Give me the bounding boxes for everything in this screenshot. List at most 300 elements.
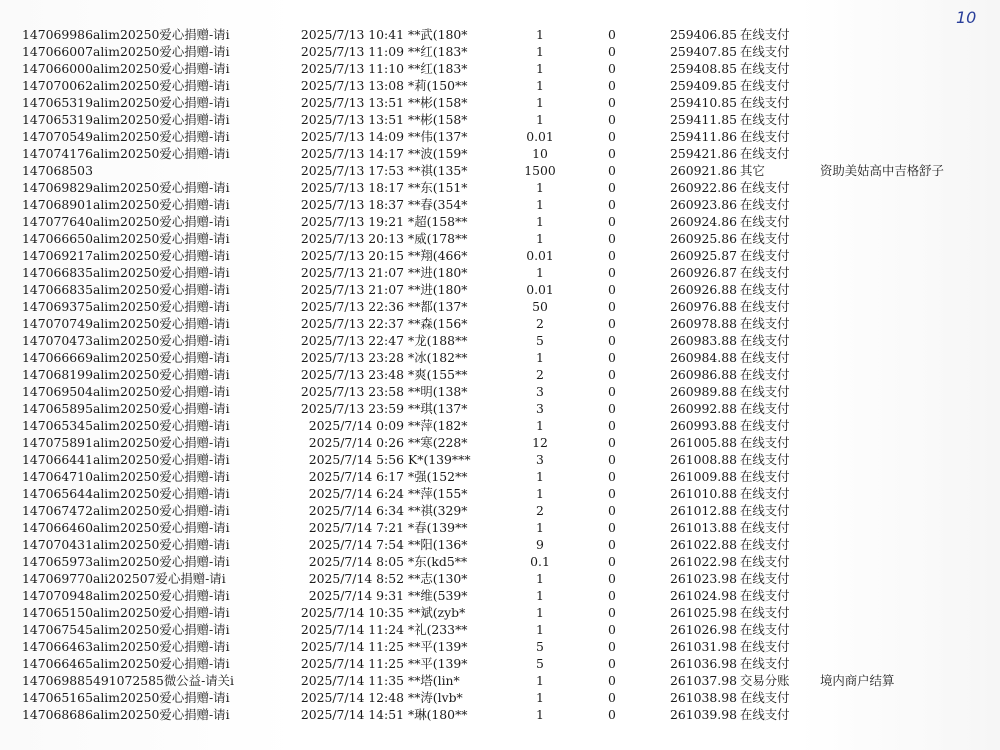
remark-cell [800, 553, 1000, 570]
transaction-id-cell: 147070431alim20250爱心捐赠-请i [22, 537, 230, 552]
table-row [0, 434, 1000, 451]
table-row [0, 570, 1000, 587]
expense-cell: 0 [608, 690, 616, 705]
balance-cell: 261005.88 [669, 435, 737, 450]
balance-cell: 261024.98 [669, 588, 737, 603]
balance-cell: 261023.98 [669, 571, 737, 586]
remark-cell [800, 111, 1000, 128]
table-row [0, 196, 1000, 213]
remark-cell [800, 604, 1000, 621]
expense-cell: 0 [608, 333, 616, 348]
amount-cell: 1 [536, 78, 544, 93]
expense-cell: 0 [608, 588, 616, 603]
expense-cell: 0 [608, 282, 616, 297]
datetime-cell: 2025/7/13 22:36 [300, 299, 404, 314]
payment-type-cell: 交易分账 [740, 673, 790, 688]
datetime-cell: 2025/7/13 13:51 [300, 112, 404, 127]
datetime-cell: 2025/7/14 11:25 [300, 656, 404, 671]
table-row [0, 417, 1000, 434]
table-row [0, 315, 1000, 332]
payment-type-cell: 在线支付 [740, 639, 790, 654]
balance-cell: 260921.86 [669, 163, 737, 178]
remark-cell [800, 43, 1000, 60]
table-row [0, 468, 1000, 485]
expense-cell: 0 [608, 571, 616, 586]
payment-type-cell: 在线支付 [740, 146, 790, 161]
amount-cell: 10 [532, 146, 548, 161]
donor-cell: **进(180* [408, 265, 468, 280]
balance-cell: 259409.85 [669, 78, 737, 93]
datetime-cell: 2025/7/13 23:58 [300, 384, 404, 399]
payment-type-cell: 在线支付 [740, 197, 790, 212]
table-row [0, 349, 1000, 366]
table-row [0, 536, 1000, 553]
datetime-cell: 2025/7/14 9:31 [308, 588, 404, 603]
datetime-cell: 2025/7/14 6:17 [308, 469, 404, 484]
datetime-cell: 2025/7/13 18:37 [300, 197, 404, 212]
amount-cell: 2 [536, 367, 544, 382]
balance-cell: 260992.88 [669, 401, 737, 416]
payment-type-cell: 在线支付 [740, 537, 790, 552]
transaction-id-cell: 147074176alim20250爱心捐赠-请i [22, 146, 230, 161]
datetime-cell: 2025/7/14 0:09 [308, 418, 404, 433]
amount-cell: 3 [536, 384, 544, 399]
donor-cell: *琳(180** [408, 707, 468, 722]
amount-cell: 1 [536, 571, 544, 586]
transaction-id-cell: 147075891alim20250爱心捐赠-请i [22, 435, 230, 450]
amount-cell: 1 [536, 469, 544, 484]
datetime-cell: 2025/7/14 11:24 [300, 622, 404, 637]
payment-type-cell: 在线支付 [740, 367, 790, 382]
table-row [0, 43, 1000, 60]
amount-cell: 1 [536, 27, 544, 42]
table-row [0, 111, 1000, 128]
transaction-id-cell: 147068686alim20250爱心捐赠-请i [22, 707, 230, 722]
table-row [0, 366, 1000, 383]
remark-cell [800, 366, 1000, 383]
table-row [0, 128, 1000, 145]
donor-cell: *强(152** [408, 469, 468, 484]
datetime-cell: 2025/7/14 8:52 [308, 571, 404, 586]
balance-cell: 259411.85 [669, 112, 737, 127]
amount-cell: 0.01 [526, 129, 554, 144]
donor-cell: **彬(158* [408, 112, 468, 127]
remark-cell [800, 332, 1000, 349]
remark-cell [800, 655, 1000, 672]
donor-cell: **涛(lvb* [408, 690, 463, 705]
amount-cell: 1 [536, 690, 544, 705]
transaction-id-cell: 147065150alim20250爱心捐赠-请i [22, 605, 230, 620]
donor-cell: **塔(lin* [408, 673, 460, 688]
payment-type-cell: 在线支付 [740, 571, 790, 586]
balance-cell: 259407.85 [669, 44, 737, 59]
datetime-cell: 2025/7/13 20:13 [300, 231, 404, 246]
table-row [0, 26, 1000, 43]
transaction-id-cell: 147065319alim20250爱心捐赠-请i [22, 95, 230, 110]
amount-cell: 5 [536, 639, 544, 654]
amount-cell: 1500 [524, 163, 556, 178]
table-row [0, 281, 1000, 298]
expense-cell: 0 [608, 231, 616, 246]
transaction-id-cell: 147077640alim20250爱心捐赠-请i [22, 214, 230, 229]
balance-cell: 260923.86 [669, 197, 737, 212]
payment-type-cell: 在线支付 [740, 265, 790, 280]
expense-cell: 0 [608, 129, 616, 144]
amount-cell: 1 [536, 180, 544, 195]
table-row [0, 604, 1000, 621]
transaction-id-cell: 147069217alim20250爱心捐赠-请i [22, 248, 230, 263]
donor-cell: **平(139* [408, 639, 468, 654]
remark-cell [800, 638, 1000, 655]
payment-type-cell: 在线支付 [740, 469, 790, 484]
amount-cell: 1 [536, 95, 544, 110]
table-row [0, 264, 1000, 281]
table-row [0, 638, 1000, 655]
amount-cell: 0.1 [530, 554, 550, 569]
donor-cell: *龙(188** [408, 333, 468, 348]
balance-cell: 259406.85 [669, 27, 737, 42]
expense-cell: 0 [608, 163, 616, 178]
table-row [0, 706, 1000, 723]
donor-cell: **祺(329* [408, 503, 468, 518]
amount-cell: 3 [536, 452, 544, 467]
payment-type-cell: 在线支付 [740, 588, 790, 603]
remark-cell [800, 179, 1000, 196]
datetime-cell: 2025/7/13 13:08 [300, 78, 404, 93]
remark-cell [800, 689, 1000, 706]
payment-type-cell: 在线支付 [740, 690, 790, 705]
expense-cell: 0 [608, 401, 616, 416]
amount-cell: 1 [536, 214, 544, 229]
transaction-id-cell: 147066441alim20250爱心捐赠-请i [22, 452, 230, 467]
handwritten-page-number: 10 [956, 8, 977, 27]
transaction-id-cell: 147070473alim20250爱心捐赠-请i [22, 333, 230, 348]
transaction-id-cell: 147065319alim20250爱心捐赠-请i [22, 112, 230, 127]
donor-cell: **维(539* [408, 588, 468, 603]
balance-cell: 260925.86 [669, 231, 737, 246]
remark-cell [800, 621, 1000, 638]
expense-cell: 0 [608, 78, 616, 93]
balance-cell: 260926.88 [669, 282, 737, 297]
transaction-id-cell: 147070062alim20250爱心捐赠-请i [22, 78, 230, 93]
datetime-cell: 2025/7/13 14:09 [300, 129, 404, 144]
remark-cell [800, 281, 1000, 298]
expense-cell: 0 [608, 503, 616, 518]
balance-cell: 261010.88 [669, 486, 737, 501]
remark-cell [800, 502, 1000, 519]
balance-cell: 260976.88 [669, 299, 737, 314]
expense-cell: 0 [608, 622, 616, 637]
table-row [0, 553, 1000, 570]
datetime-cell: 2025/7/14 7:21 [308, 520, 404, 535]
payment-type-cell: 在线支付 [740, 350, 790, 365]
balance-cell: 261022.98 [669, 554, 737, 569]
transaction-id-cell: 147070549alim20250爱心捐赠-请i [22, 129, 230, 144]
balance-cell: 260984.88 [669, 350, 737, 365]
expense-cell: 0 [608, 197, 616, 212]
expense-cell: 0 [608, 350, 616, 365]
amount-cell: 1 [536, 673, 544, 688]
datetime-cell: 2025/7/13 21:07 [300, 282, 404, 297]
payment-type-cell: 在线支付 [740, 248, 790, 263]
donor-cell: **翔(466* [408, 248, 468, 263]
remark-cell: 境内商户结算 [820, 673, 895, 688]
donor-cell: **红(183* [408, 61, 468, 76]
payment-type-cell: 在线支付 [740, 605, 790, 620]
payment-type-cell: 在线支付 [740, 231, 790, 246]
expense-cell: 0 [608, 435, 616, 450]
datetime-cell: 2025/7/14 0:26 [308, 435, 404, 450]
table-row [0, 400, 1000, 417]
payment-type-cell: 在线支付 [740, 180, 790, 195]
donor-cell: *超(158** [408, 214, 468, 229]
balance-cell: 261026.98 [669, 622, 737, 637]
transaction-id-cell: 147066460alim20250爱心捐赠-请i [22, 520, 230, 535]
table-row [0, 502, 1000, 519]
amount-cell: 12 [532, 435, 548, 450]
expense-cell: 0 [608, 146, 616, 161]
transaction-id-cell: 147065644alim20250爱心捐赠-请i [22, 486, 230, 501]
table-row [0, 689, 1000, 706]
table-row [0, 179, 1000, 196]
payment-type-cell: 在线支付 [740, 452, 790, 467]
transaction-id-cell: 147069986alim20250爱心捐赠-请i [22, 27, 230, 42]
expense-cell: 0 [608, 605, 616, 620]
balance-cell: 259410.85 [669, 95, 737, 110]
expense-cell: 0 [608, 707, 616, 722]
balance-cell: 260922.86 [669, 180, 737, 195]
expense-cell: 0 [608, 112, 616, 127]
remark-cell [800, 349, 1000, 366]
donor-cell: **伟(137* [408, 129, 468, 144]
amount-cell: 1 [536, 486, 544, 501]
payment-type-cell: 在线支付 [740, 299, 790, 314]
balance-cell: 261012.88 [669, 503, 737, 518]
donor-cell: **阳(136* [408, 537, 468, 552]
transaction-id-cell: 147066007alim20250爱心捐赠-请i [22, 44, 230, 59]
amount-cell: 1 [536, 707, 544, 722]
transaction-id-cell: 147065165alim20250爱心捐赠-请i [22, 690, 230, 705]
remark-cell: 资助美姑高中吉格舒子 [820, 163, 944, 178]
payment-type-cell: 在线支付 [740, 384, 790, 399]
remark-cell [800, 519, 1000, 536]
datetime-cell: 2025/7/13 23:28 [300, 350, 404, 365]
datetime-cell: 2025/7/14 11:25 [300, 639, 404, 654]
balance-cell: 259421.86 [669, 146, 737, 161]
balance-cell: 261013.88 [669, 520, 737, 535]
remark-cell [800, 706, 1000, 723]
amount-cell: 1 [536, 231, 544, 246]
amount-cell: 3 [536, 401, 544, 416]
transaction-id-cell: 147068503 [22, 163, 93, 178]
payment-type-cell: 在线支付 [740, 316, 790, 331]
amount-cell: 9 [536, 537, 544, 552]
amount-cell: 5 [536, 333, 544, 348]
payment-type-cell: 在线支付 [740, 435, 790, 450]
remark-cell [800, 264, 1000, 281]
expense-cell: 0 [608, 554, 616, 569]
amount-cell: 1 [536, 520, 544, 535]
remark-cell [800, 247, 1000, 264]
expense-cell: 0 [608, 367, 616, 382]
datetime-cell: 2025/7/13 21:07 [300, 265, 404, 280]
expense-cell: 0 [608, 520, 616, 535]
table-row [0, 655, 1000, 672]
donation-ledger-table [0, 26, 1000, 723]
amount-cell: 1 [536, 112, 544, 127]
table-row [0, 162, 1000, 179]
transaction-id-cell: 147065895alim20250爱心捐赠-请i [22, 401, 230, 416]
remark-cell [800, 417, 1000, 434]
table-row [0, 213, 1000, 230]
transaction-id-cell: 147069770ali202507爱心捐赠-请i [22, 571, 226, 586]
donor-cell: *莉(150** [408, 78, 468, 93]
datetime-cell: 2025/7/13 22:47 [300, 333, 404, 348]
datetime-cell: 2025/7/13 10:41 [300, 27, 404, 42]
datetime-cell: 2025/7/14 11:35 [300, 673, 404, 688]
transaction-id-cell: 147064710alim20250爱心捐赠-请i [22, 469, 230, 484]
remark-cell [800, 145, 1000, 162]
amount-cell: 1 [536, 61, 544, 76]
transaction-id-cell: 147066669alim20250爱心捐赠-请i [22, 350, 230, 365]
donor-cell: *东(kd5** [408, 554, 468, 569]
amount-cell: 50 [532, 299, 548, 314]
donor-cell: **萍(182* [408, 418, 468, 433]
datetime-cell: 2025/7/13 18:17 [300, 180, 404, 195]
amount-cell: 1 [536, 588, 544, 603]
datetime-cell: 2025/7/14 8:05 [308, 554, 404, 569]
amount-cell: 2 [536, 503, 544, 518]
donor-cell: **寒(228* [408, 435, 468, 450]
payment-type-cell: 在线支付 [740, 333, 790, 348]
balance-cell: 261022.88 [669, 537, 737, 552]
amount-cell: 1 [536, 197, 544, 212]
payment-type-cell: 在线支付 [740, 61, 790, 76]
donor-cell: *冰(182** [408, 350, 468, 365]
table-row [0, 519, 1000, 536]
donor-cell: **志(130* [408, 571, 468, 586]
transaction-id-cell: 147065973alim20250爱心捐赠-请i [22, 554, 230, 569]
donor-cell: **红(183* [408, 44, 468, 59]
expense-cell: 0 [608, 418, 616, 433]
datetime-cell: 2025/7/14 6:34 [308, 503, 404, 518]
expense-cell: 0 [608, 265, 616, 280]
amount-cell: 1 [536, 44, 544, 59]
remark-cell [800, 587, 1000, 604]
payment-type-cell: 在线支付 [740, 520, 790, 535]
balance-cell: 260925.87 [669, 248, 737, 263]
donor-cell: K*(139*** [408, 452, 471, 467]
balance-cell: 259408.85 [669, 61, 737, 76]
payment-type-cell: 在线支付 [740, 486, 790, 501]
payment-type-cell: 在线支付 [740, 418, 790, 433]
amount-cell: 5 [536, 656, 544, 671]
remark-cell [800, 315, 1000, 332]
payment-type-cell: 在线支付 [740, 554, 790, 569]
amount-cell: 1 [536, 605, 544, 620]
donor-cell: *礼(233** [408, 622, 468, 637]
balance-cell: 261036.98 [669, 656, 737, 671]
amount-cell: 0.01 [526, 248, 554, 263]
donor-cell: *爽(155** [408, 367, 468, 382]
balance-cell: 261038.98 [669, 690, 737, 705]
balance-cell: 261009.88 [669, 469, 737, 484]
balance-cell: 260924.86 [669, 214, 737, 229]
datetime-cell: 2025/7/13 23:48 [300, 367, 404, 382]
payment-type-cell: 在线支付 [740, 27, 790, 42]
datetime-cell: 2025/7/13 11:09 [300, 44, 404, 59]
table-row [0, 77, 1000, 94]
donor-cell: **平(139* [408, 656, 468, 671]
remark-cell [800, 60, 1000, 77]
expense-cell: 0 [608, 61, 616, 76]
remark-cell [800, 213, 1000, 230]
remark-cell [800, 570, 1000, 587]
transaction-id-cell: 147067545alim20250爱心捐赠-请i [22, 622, 230, 637]
datetime-cell: 2025/7/14 10:35 [300, 605, 404, 620]
payment-type-cell: 在线支付 [740, 214, 790, 229]
datetime-cell: 2025/7/13 22:37 [300, 316, 404, 331]
transaction-id-cell: 147069504alim20250爱心捐赠-请i [22, 384, 230, 399]
donor-cell: **进(180* [408, 282, 468, 297]
expense-cell: 0 [608, 248, 616, 263]
datetime-cell: 2025/7/14 12:48 [300, 690, 404, 705]
expense-cell: 0 [608, 95, 616, 110]
expense-cell: 0 [608, 299, 616, 314]
balance-cell: 260983.88 [669, 333, 737, 348]
datetime-cell: 2025/7/13 11:10 [300, 61, 404, 76]
payment-type-cell: 在线支付 [740, 622, 790, 637]
donor-cell: **东(151* [408, 180, 468, 195]
expense-cell: 0 [608, 673, 616, 688]
amount-cell: 1 [536, 622, 544, 637]
remark-cell [800, 451, 1000, 468]
remark-cell [800, 298, 1000, 315]
amount-cell: 0.01 [526, 282, 554, 297]
remark-cell [800, 128, 1000, 145]
table-row [0, 383, 1000, 400]
donor-cell: **森(156* [408, 316, 468, 331]
expense-cell: 0 [608, 469, 616, 484]
transaction-id-cell: 147066000alim20250爱心捐赠-请i [22, 61, 230, 76]
balance-cell: 261039.98 [669, 707, 737, 722]
balance-cell: 261025.98 [669, 605, 737, 620]
table-row [0, 485, 1000, 502]
remark-cell [800, 26, 1000, 43]
amount-cell: 1 [536, 418, 544, 433]
donor-cell: **彬(158* [408, 95, 468, 110]
remark-cell [800, 94, 1000, 111]
datetime-cell: 2025/7/14 7:54 [308, 537, 404, 552]
remark-cell [800, 196, 1000, 213]
expense-cell: 0 [608, 214, 616, 229]
expense-cell: 0 [608, 639, 616, 654]
expense-cell: 0 [608, 27, 616, 42]
table-row [0, 672, 1000, 689]
payment-type-cell: 在线支付 [740, 78, 790, 93]
transaction-id-cell: 147070749alim20250爱心捐赠-请i [22, 316, 230, 331]
remark-cell [800, 400, 1000, 417]
datetime-cell: 2025/7/13 19:21 [300, 214, 404, 229]
table-row [0, 451, 1000, 468]
transaction-id-cell: 147066463alim20250爱心捐赠-请i [22, 639, 230, 654]
transaction-id-cell: 147066835alim20250爱心捐赠-请i [22, 265, 230, 280]
donor-cell: **琪(137* [408, 401, 468, 416]
balance-cell: 260989.88 [669, 384, 737, 399]
donor-cell: *春(139** [408, 520, 468, 535]
datetime-cell: 2025/7/13 14:17 [300, 146, 404, 161]
donor-cell: **波(159* [408, 146, 468, 161]
